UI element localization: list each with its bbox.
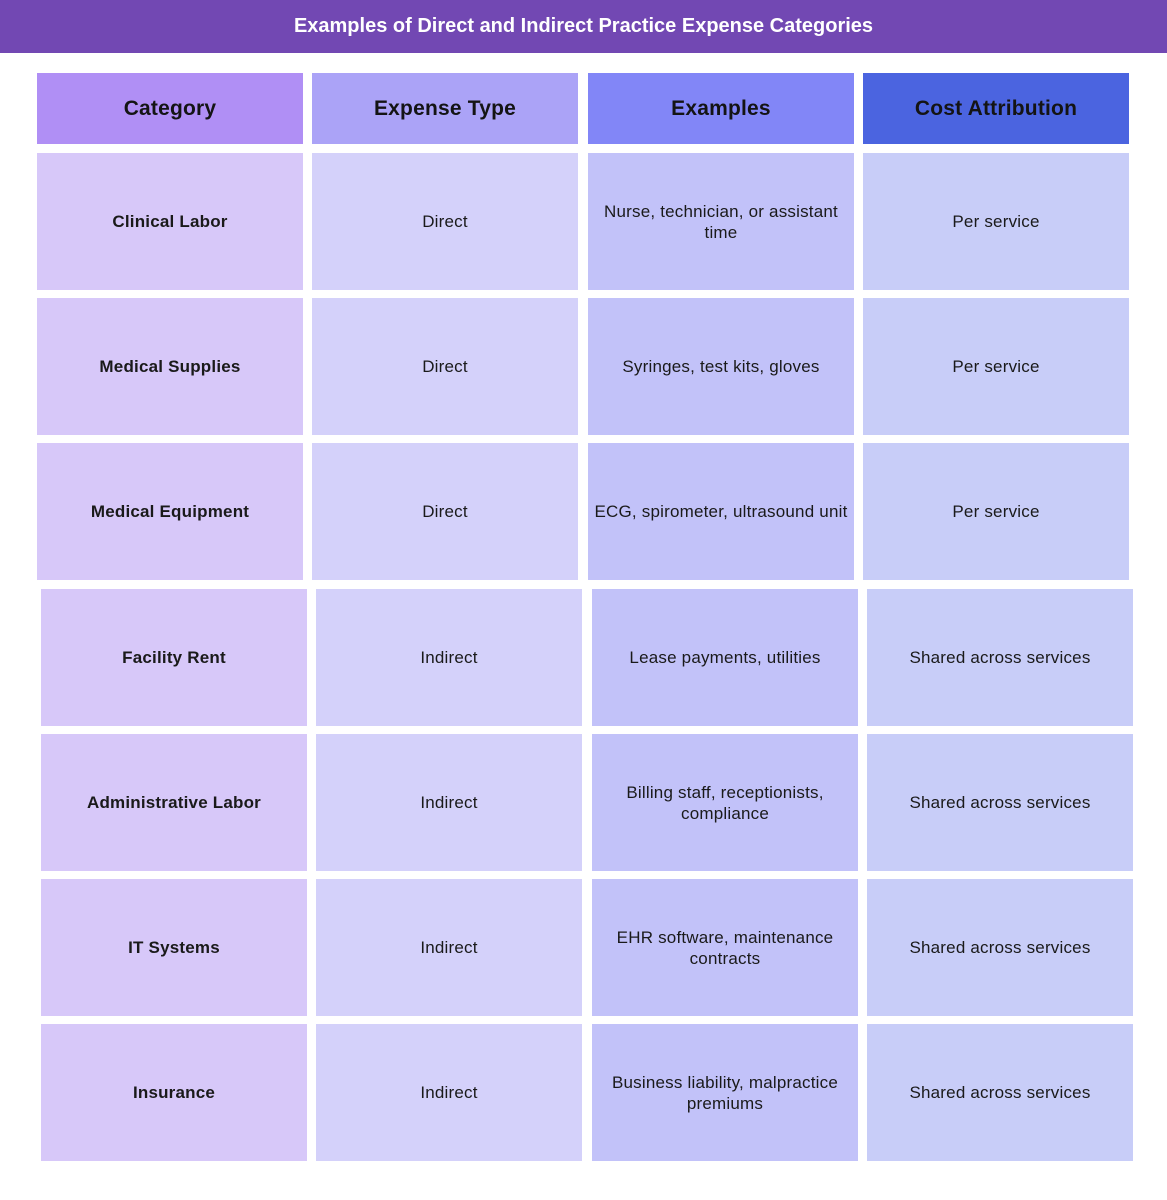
column-header-category: Category bbox=[37, 73, 303, 144]
table-cell-expense-type: Indirect bbox=[316, 879, 582, 1016]
table-cell-category: Facility Rent bbox=[41, 589, 307, 726]
table-cell-examples: Nurse, technician, or assistant time bbox=[588, 153, 854, 290]
table-cell-expense-type: Direct bbox=[312, 298, 578, 435]
table-cell-category: Medical Equipment bbox=[37, 443, 303, 580]
table-cell-expense-type: Indirect bbox=[316, 589, 582, 726]
table-cell-expense-type: Indirect bbox=[316, 1024, 582, 1161]
table-title: Examples of Direct and Indirect Practice Expense Categories bbox=[0, 0, 1167, 53]
table-cell-cost-attribution: Shared across services bbox=[867, 879, 1133, 1016]
table-cell-cost-attribution: Shared across services bbox=[867, 589, 1133, 726]
table-cell-expense-type: Indirect bbox=[316, 734, 582, 871]
table-cell-category: IT Systems bbox=[41, 879, 307, 1016]
column-header-expense-type: Expense Type bbox=[312, 73, 578, 144]
table-cell-cost-attribution: Per service bbox=[863, 443, 1129, 580]
table-cell-examples: Syringes, test kits, gloves bbox=[588, 298, 854, 435]
table-cell-examples: ECG, spirometer, ultrasound unit bbox=[588, 443, 854, 580]
table-cell-expense-type: Direct bbox=[312, 443, 578, 580]
table-cell-category: Clinical Labor bbox=[37, 153, 303, 290]
table-cell-examples: EHR software, maintenance contracts bbox=[592, 879, 858, 1016]
table-cell-cost-attribution: Shared across services bbox=[867, 734, 1133, 871]
table-cell-cost-attribution: Per service bbox=[863, 298, 1129, 435]
table-cell-category: Insurance bbox=[41, 1024, 307, 1161]
table-cell-cost-attribution: Per service bbox=[863, 153, 1129, 290]
table-cell-cost-attribution: Shared across services bbox=[867, 1024, 1133, 1161]
table-cell-examples: Business liability, malpractice premiums bbox=[592, 1024, 858, 1161]
table-cell-examples: Billing staff, receptionists, compliance bbox=[592, 734, 858, 871]
table-cell-category: Medical Supplies bbox=[37, 298, 303, 435]
column-header-cost-attribution: Cost Attribution bbox=[863, 73, 1129, 144]
table-cell-expense-type: Direct bbox=[312, 153, 578, 290]
table-cell-examples: Lease payments, utilities bbox=[592, 589, 858, 726]
table-cell-category: Administrative Labor bbox=[41, 734, 307, 871]
column-header-examples: Examples bbox=[588, 73, 854, 144]
